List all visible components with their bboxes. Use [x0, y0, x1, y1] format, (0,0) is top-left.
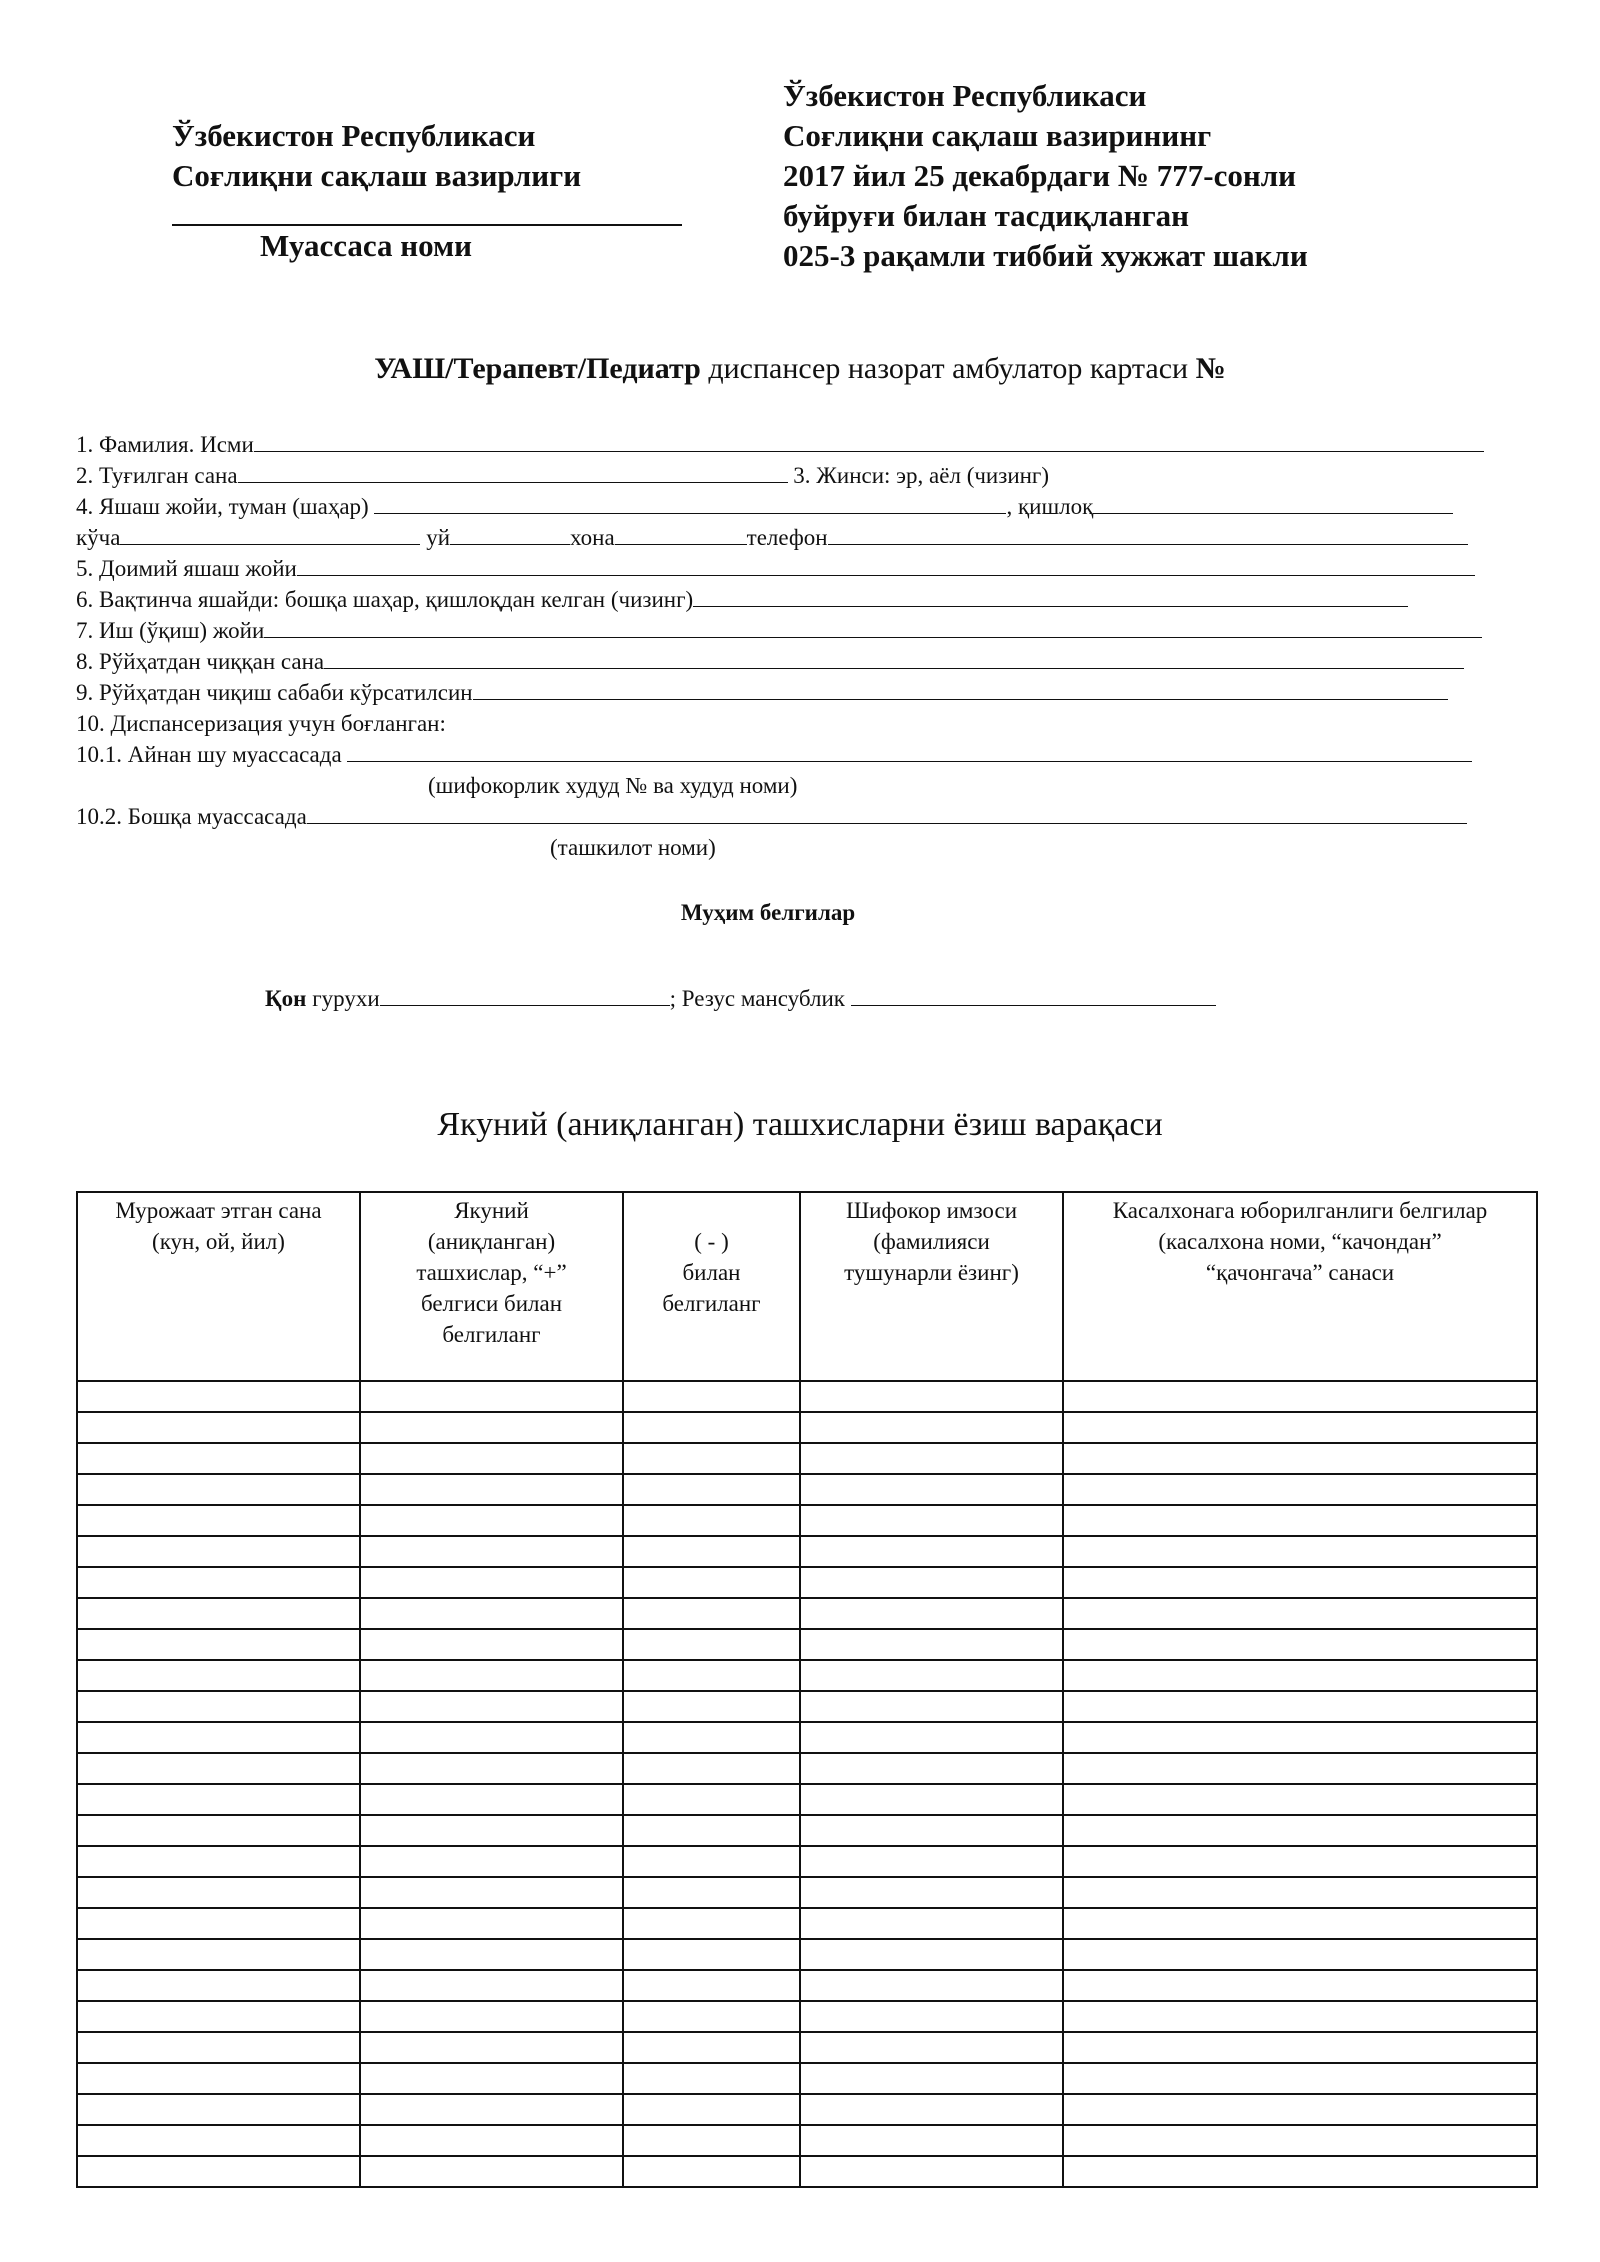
- table-cell[interactable]: [800, 1443, 1063, 1474]
- col-hospital-referral: [1063, 1192, 1537, 1381]
- field-birth-date: [76, 460, 1049, 491]
- table-cell[interactable]: [1063, 1753, 1537, 1784]
- table-cell[interactable]: [623, 1567, 800, 1598]
- field-label: 10.1. Айнан шу муассасада: [76, 742, 348, 767]
- field-label: 10.2. Бошқа муассасада: [76, 804, 307, 829]
- table-cell[interactable]: [77, 1784, 360, 1815]
- table-cell[interactable]: [360, 1598, 623, 1629]
- field-label: 7. Иш (ўқиш) жойи: [76, 618, 265, 643]
- field-label: 1. Фамилия. Исми: [76, 432, 254, 457]
- table-cell[interactable]: [800, 1784, 1063, 1815]
- table-cell[interactable]: [77, 2125, 360, 2156]
- this-institution-caption: (шифокорлик худуд № ва худуд номи): [428, 773, 798, 798]
- table-cell[interactable]: [77, 1753, 360, 1784]
- table-cell[interactable]: [800, 1412, 1063, 1443]
- title-regular: диспансер назорат амбулатор картаси: [700, 352, 1196, 385]
- field-residence: [76, 491, 1453, 522]
- header-line: Якуний: [454, 1198, 529, 1223]
- field-deregistration-date: [76, 646, 1464, 677]
- table-cell[interactable]: [800, 2063, 1063, 2094]
- ministry-header: [172, 116, 682, 266]
- field-label: 6. Вақтинча яшайди: бошқа шаҳар, қишлоқдан келган (чизинг): [76, 587, 694, 612]
- header-line: Шифокор имзоси: [845, 1198, 1018, 1223]
- table-cell[interactable]: [77, 1412, 360, 1443]
- table-row: [77, 2156, 1537, 2187]
- table-row: [77, 1970, 1537, 2001]
- table-row: [77, 1412, 1537, 1443]
- table-cell[interactable]: [360, 1381, 623, 1412]
- room-input[interactable]: [615, 522, 747, 545]
- table-cell[interactable]: [1063, 1784, 1537, 1815]
- institution-name-label: Муассаса номи: [260, 228, 472, 263]
- table-row: [77, 2063, 1537, 2094]
- approval-line-5: 025-3 рақамли тиббий хужжат шакли: [783, 238, 1308, 273]
- table-cell[interactable]: [623, 2156, 800, 2187]
- phone-label: телефон: [746, 525, 828, 550]
- table-cell[interactable]: [800, 1815, 1063, 1846]
- field-label: 10. Диспансеризация учун боғланган:: [76, 711, 446, 736]
- header-line: (аниқланган): [427, 1229, 556, 1254]
- table-cell[interactable]: [77, 2094, 360, 2125]
- table-cell[interactable]: [800, 1722, 1063, 1753]
- header-line: ташхислар, “+”: [416, 1260, 567, 1285]
- header-line: тушунарли ёзинг): [844, 1260, 1019, 1285]
- table-cell[interactable]: [360, 1474, 623, 1505]
- table-cell[interactable]: [360, 1567, 623, 1598]
- table-cell[interactable]: [77, 1908, 360, 1939]
- table-row: [77, 1443, 1537, 1474]
- table-cell[interactable]: [800, 1629, 1063, 1660]
- table-cell[interactable]: [360, 1908, 623, 1939]
- deregistration-date-input[interactable]: [324, 646, 1464, 669]
- table-cell[interactable]: [623, 1815, 800, 1846]
- table-row: [77, 1877, 1537, 1908]
- table-cell[interactable]: [1063, 2156, 1537, 2187]
- header-line: белгиси билан: [420, 1291, 563, 1316]
- field-dispensary-attached: [76, 708, 446, 739]
- header-line: (кун, ой, йил): [152, 1229, 285, 1254]
- field-permanent-residence: [76, 553, 1475, 584]
- table-cell[interactable]: [360, 1877, 623, 1908]
- header-line: белгиланг: [662, 1291, 761, 1316]
- table-cell[interactable]: [623, 2125, 800, 2156]
- table-cell[interactable]: [77, 1567, 360, 1598]
- table-cell[interactable]: [623, 1939, 800, 1970]
- table-row: [77, 1505, 1537, 1536]
- this-institution-input[interactable]: [347, 739, 1472, 762]
- important-marks-heading: Муҳим белгилар: [680, 900, 856, 925]
- table-row: [77, 2001, 1537, 2032]
- table-cell[interactable]: [800, 2001, 1063, 2032]
- table-cell[interactable]: [800, 1908, 1063, 1939]
- table-row: [77, 1691, 1537, 1722]
- table-cell[interactable]: [1063, 1598, 1537, 1629]
- approval-line-2: Соғлиқни сақлаш вазирининг: [783, 118, 1212, 153]
- phone-input[interactable]: [828, 522, 1468, 545]
- table-row: [77, 1660, 1537, 1691]
- table-cell[interactable]: [77, 2001, 360, 2032]
- blood-label-bold: Қон: [265, 986, 307, 1011]
- table-cell[interactable]: [77, 1629, 360, 1660]
- table-cell[interactable]: [623, 2001, 800, 2032]
- table-cell[interactable]: [623, 1908, 800, 1939]
- table-cell[interactable]: [800, 1567, 1063, 1598]
- table-cell[interactable]: [1063, 1443, 1537, 1474]
- street-label: кўча: [76, 525, 121, 550]
- diagnosis-table: [76, 1191, 1538, 2188]
- table-cell[interactable]: [800, 1877, 1063, 1908]
- table-cell[interactable]: [360, 1412, 623, 1443]
- field-label: 9. Рўйҳатдан чиқиш сабаби кўрсатилсин: [76, 680, 473, 705]
- table-cell[interactable]: [77, 1598, 360, 1629]
- table-cell[interactable]: [800, 1691, 1063, 1722]
- field-workplace: [76, 615, 1482, 646]
- header-line: Касалхонага юборилганлиги белгилар: [1112, 1198, 1488, 1223]
- table-cell[interactable]: [623, 1753, 800, 1784]
- field-address: [76, 522, 1468, 553]
- table-cell[interactable]: [800, 2125, 1063, 2156]
- table-row: [77, 2032, 1537, 2063]
- header-line: белгиланг: [442, 1322, 541, 1347]
- table-cell[interactable]: [1063, 1381, 1537, 1412]
- table-cell[interactable]: [623, 1536, 800, 1567]
- table-cell[interactable]: [623, 1412, 800, 1443]
- diagnosis-table-body: [77, 1381, 1537, 2187]
- table-cell[interactable]: [77, 1970, 360, 2001]
- house-input[interactable]: [450, 522, 570, 545]
- header-line: “қачонгача” санаси: [1205, 1260, 1395, 1285]
- table-cell[interactable]: [360, 2125, 623, 2156]
- table-cell[interactable]: [1063, 1970, 1537, 2001]
- table-cell[interactable]: [1063, 1691, 1537, 1722]
- table-cell[interactable]: [1063, 1846, 1537, 1877]
- blood-group-field: [265, 983, 1216, 1012]
- table-row: [77, 1381, 1537, 1412]
- table-cell[interactable]: [1063, 1939, 1537, 1970]
- table-cell[interactable]: [800, 1505, 1063, 1536]
- birth-date-input[interactable]: [238, 460, 788, 483]
- table-row: [77, 1939, 1537, 1970]
- table-cell[interactable]: [360, 1970, 623, 2001]
- table-cell[interactable]: [360, 1629, 623, 1660]
- table-cell[interactable]: [1063, 1567, 1537, 1598]
- village-input[interactable]: [1093, 491, 1453, 514]
- table-cell[interactable]: [360, 1505, 623, 1536]
- table-cell[interactable]: [800, 1598, 1063, 1629]
- table-cell[interactable]: [77, 1877, 360, 1908]
- table-cell[interactable]: [77, 1536, 360, 1567]
- table-cell[interactable]: [623, 2032, 800, 2063]
- table-cell[interactable]: [1063, 1505, 1537, 1536]
- table-cell[interactable]: [623, 1691, 800, 1722]
- table-cell[interactable]: [623, 1722, 800, 1753]
- table-cell[interactable]: [623, 1443, 800, 1474]
- table-header-row: [77, 1192, 1537, 1381]
- table-cell[interactable]: [1063, 1815, 1537, 1846]
- table-cell[interactable]: [623, 1474, 800, 1505]
- temporary-residence-input[interactable]: [693, 584, 1408, 607]
- deregistration-reason-input[interactable]: [473, 677, 1448, 700]
- table-cell[interactable]: [623, 1970, 800, 2001]
- table-cell[interactable]: [360, 2063, 623, 2094]
- table-row: [77, 1567, 1537, 1598]
- table-cell[interactable]: [360, 2156, 623, 2187]
- table-cell[interactable]: [1063, 1660, 1537, 1691]
- table-cell[interactable]: [623, 1629, 800, 1660]
- field-surname-name: [76, 429, 1484, 460]
- institution-name-line[interactable]: [172, 196, 682, 226]
- other-institution-input[interactable]: [307, 801, 1467, 824]
- table-cell[interactable]: [77, 1660, 360, 1691]
- table-cell[interactable]: [360, 1846, 623, 1877]
- table-cell[interactable]: [1063, 1722, 1537, 1753]
- table-cell[interactable]: [800, 2094, 1063, 2125]
- gender-label: 3. Жинси: эр, аёл (чизинг): [787, 463, 1050, 488]
- table-cell[interactable]: [623, 2094, 800, 2125]
- village-label: , қишлоқ: [1006, 494, 1094, 519]
- table-cell[interactable]: [360, 1753, 623, 1784]
- table-cell[interactable]: [1063, 1474, 1537, 1505]
- table-cell[interactable]: [800, 1474, 1063, 1505]
- table-cell[interactable]: [77, 1939, 360, 1970]
- field-label: 8. Рўйҳатдан чиққан сана: [76, 649, 325, 674]
- col-visit-date: [77, 1192, 360, 1381]
- blood-group-input[interactable]: [380, 983, 670, 1006]
- table-cell[interactable]: [800, 1753, 1063, 1784]
- house-label: уй: [420, 525, 451, 550]
- workplace-input[interactable]: [264, 615, 1482, 638]
- title-number-sign: №: [1195, 352, 1226, 385]
- table-row: [77, 1722, 1537, 1753]
- table-cell[interactable]: [800, 1381, 1063, 1412]
- table-cell[interactable]: [360, 1939, 623, 1970]
- table-cell[interactable]: [360, 2001, 623, 2032]
- table-cell[interactable]: [1063, 1536, 1537, 1567]
- table-row: [77, 1815, 1537, 1846]
- table-cell[interactable]: [77, 1846, 360, 1877]
- approval-line-4: буйруғи билан тасдиқланган: [783, 198, 1190, 233]
- table-cell[interactable]: [360, 1660, 623, 1691]
- table-cell[interactable]: [360, 1536, 623, 1567]
- table-cell[interactable]: [1063, 1877, 1537, 1908]
- table-cell[interactable]: [77, 1722, 360, 1753]
- field-this-institution: [76, 739, 1472, 770]
- table-cell[interactable]: [77, 2063, 360, 2094]
- district-input[interactable]: [374, 491, 1006, 514]
- table-cell[interactable]: [800, 1939, 1063, 1970]
- table-cell[interactable]: [800, 1536, 1063, 1567]
- table-row: [77, 2094, 1537, 2125]
- col-minus-mark: [623, 1192, 800, 1381]
- table-cell[interactable]: [360, 1443, 623, 1474]
- table-row: [77, 1908, 1537, 1939]
- table-row: [77, 1846, 1537, 1877]
- approval-line-3: 2017 йил 25 декабрдаги № 777-сонли: [783, 158, 1296, 193]
- field-label: 2. Туғилган сана: [76, 463, 238, 488]
- field-deregistration-reason: [76, 677, 1448, 708]
- table-cell[interactable]: [1063, 1412, 1537, 1443]
- table-cell[interactable]: [623, 1877, 800, 1908]
- field-other-institution: [76, 801, 1467, 832]
- ministry-name: Соғлиқни сақлаш вазирлиги: [172, 158, 582, 193]
- table-row: [77, 2125, 1537, 2156]
- header-line: (касалхона номи, “качондан”: [1158, 1229, 1442, 1254]
- surname-name-input[interactable]: [254, 429, 1484, 452]
- header-line: Мурожаат этган сана: [115, 1198, 322, 1223]
- table-cell[interactable]: [360, 2032, 623, 2063]
- table-cell[interactable]: [360, 1815, 623, 1846]
- table-cell[interactable]: [623, 2063, 800, 2094]
- country-name: Ўзбекистон Республикаси: [172, 118, 536, 153]
- table-cell[interactable]: [623, 1381, 800, 1412]
- approval-line-1: Ўзбекистон Республикаси: [783, 78, 1147, 113]
- table-row: [77, 1753, 1537, 1784]
- table-cell[interactable]: [1063, 2001, 1537, 2032]
- table-cell[interactable]: [360, 2094, 623, 2125]
- table-cell[interactable]: [77, 1381, 360, 1412]
- table-row: [77, 1536, 1537, 1567]
- table-cell[interactable]: [1063, 2094, 1537, 2125]
- table-cell[interactable]: [360, 1691, 623, 1722]
- field-label: 5. Доимий яшаш жойи: [76, 556, 297, 581]
- table-cell[interactable]: [1063, 2063, 1537, 2094]
- table-cell[interactable]: [77, 2032, 360, 2063]
- table-cell[interactable]: [1063, 2032, 1537, 2063]
- other-institution-caption: (ташкилот номи): [550, 835, 716, 860]
- header-line: ( - ): [694, 1229, 729, 1254]
- field-label: 4. Яшаш жойи, туман (шаҳар): [76, 494, 375, 519]
- blood-label-rest: гурухи: [306, 986, 380, 1011]
- table-cell[interactable]: [1063, 2125, 1537, 2156]
- table-cell[interactable]: [800, 1970, 1063, 2001]
- table-cell[interactable]: [77, 1505, 360, 1536]
- table-row: [77, 1474, 1537, 1505]
- page-title: [0, 352, 1600, 386]
- table-row: [77, 1784, 1537, 1815]
- diagnosis-sheet-title: Якуний (аниқланган) ташхисларни ёзиш варақаси: [437, 1106, 1163, 1143]
- title-bold: УАШ/Терапевт/Педиатр: [374, 352, 701, 385]
- table-cell[interactable]: [623, 1846, 800, 1877]
- table-cell[interactable]: [77, 1443, 360, 1474]
- table-cell[interactable]: [77, 1691, 360, 1722]
- approval-header: [783, 76, 1308, 276]
- header-line: билан: [682, 1260, 741, 1285]
- permanent-residence-input[interactable]: [297, 553, 1475, 576]
- field-temporary-residence: [76, 584, 1408, 615]
- header-line: (фамилияси: [873, 1229, 990, 1254]
- table-cell[interactable]: [800, 1660, 1063, 1691]
- table-cell[interactable]: [623, 1784, 800, 1815]
- col-doctor-signature: [800, 1192, 1063, 1381]
- table-cell[interactable]: [360, 1722, 623, 1753]
- room-label: хона: [570, 525, 615, 550]
- table-row: [77, 1629, 1537, 1660]
- street-input[interactable]: [120, 522, 420, 545]
- table-cell[interactable]: [623, 1598, 800, 1629]
- table-cell[interactable]: [77, 2156, 360, 2187]
- table-cell[interactable]: [77, 1474, 360, 1505]
- table-cell[interactable]: [623, 1505, 800, 1536]
- table-cell[interactable]: [1063, 1908, 1537, 1939]
- table-cell[interactable]: [1063, 1629, 1537, 1660]
- table-cell[interactable]: [800, 2156, 1063, 2187]
- rhesus-label: ; Резус мансублик: [669, 986, 851, 1011]
- table-row: [77, 1598, 1537, 1629]
- table-cell[interactable]: [623, 1660, 800, 1691]
- table-cell[interactable]: [800, 1846, 1063, 1877]
- table-cell[interactable]: [77, 1815, 360, 1846]
- col-final-diagnosis: [360, 1192, 623, 1381]
- table-cell[interactable]: [800, 2032, 1063, 2063]
- rhesus-input[interactable]: [851, 983, 1216, 1006]
- table-cell[interactable]: [360, 1784, 623, 1815]
